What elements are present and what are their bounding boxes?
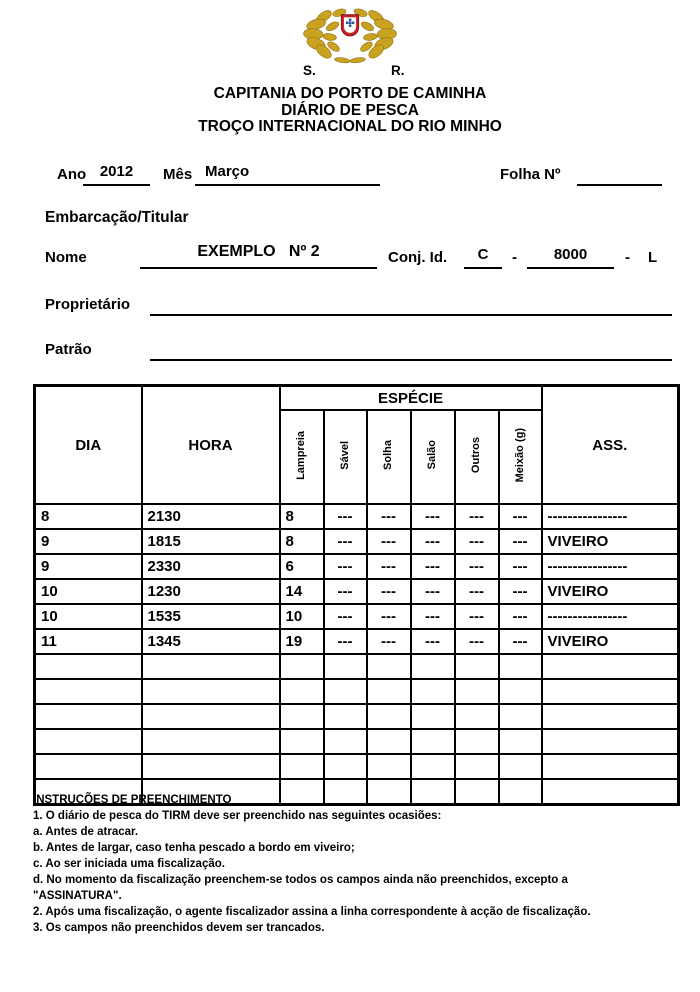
cell-savel [324,654,367,679]
cell-ass [542,729,679,754]
cell-salao: --- [411,554,455,579]
column-header-meixao: Meixão (g) [499,410,542,504]
cell-dia: 9 [35,554,142,579]
cell-lampreia: 8 [280,529,324,554]
title-capitania: CAPITANIA DO PORTO DE CAMINHA [213,85,487,102]
column-header-outros: Outros [455,410,499,504]
form-titles [0,86,700,136]
emblem-s-label: S. [303,63,316,78]
coat-of-arms-icon [295,5,405,67]
nome-label: Nome [45,249,87,266]
cell-ass: VIVEIRO [542,629,679,654]
ano-label: Ano [57,166,87,183]
cell-ass [542,754,679,779]
cell-meixao: --- [499,579,542,604]
table-row [35,504,679,529]
emblem-r-label: R. [391,63,405,78]
cell-salao: --- [411,629,455,654]
cell-outros: --- [455,604,499,629]
cell-outros: --- [455,579,499,604]
cell-solha [367,654,411,679]
cell-lampreia [280,729,324,754]
cell-dia: 9 [35,529,142,554]
catch-log-table [33,384,680,806]
instruction-line: a. Antes de atracar. [33,826,139,838]
cell-solha: --- [367,579,411,604]
patrao-label: Patrão [45,341,92,358]
cell-meixao [499,754,542,779]
cell-outros [455,729,499,754]
cell-outros [455,754,499,779]
cell-outros: --- [455,504,499,529]
column-header-hora: HORA [142,386,280,505]
table-row [35,679,679,704]
table-row [35,654,679,679]
section-title-embarcacao: Embarcação/Titular [45,209,189,226]
cell-salao [411,679,455,704]
cell-hora: 1345 [142,629,280,654]
table-row [35,554,679,579]
instruction-line: "ASSINATURA". [33,890,122,902]
cell-dia [35,704,142,729]
cell-dia [35,729,142,754]
proprietario-label: Proprietário [45,296,131,313]
cell-hora: 1230 [142,579,280,604]
conj-id-separator-2: - [625,249,630,266]
cell-lampreia: 19 [280,629,324,654]
mes-field: Março [195,163,380,186]
cell-ass: ---------------- [542,604,679,629]
cell-meixao: --- [499,629,542,654]
conj-id-separator-1: - [512,249,517,266]
cell-dia: 8 [35,504,142,529]
instruction-line: 2. Após uma fiscalização, o agente fiscalizador assina a linha correspondente à acção de fiscalização. [33,906,591,918]
cell-solha: --- [367,529,411,554]
cell-meixao [499,679,542,704]
cell-meixao: --- [499,604,542,629]
column-header-dia: DIA [35,386,142,505]
table-row [35,529,679,554]
cell-meixao [499,704,542,729]
cell-salao: --- [411,579,455,604]
cell-savel: --- [324,554,367,579]
cell-solha [367,729,411,754]
ano-field: 2012 [83,163,150,186]
cell-solha [367,754,411,779]
cell-savel [324,754,367,779]
instruction-line: c. Ao ser iniciada uma fiscalização. [33,858,225,870]
table-row [35,729,679,754]
cell-solha: --- [367,554,411,579]
cell-dia: 11 [35,629,142,654]
cell-lampreia [280,754,324,779]
cell-hora: 1815 [142,529,280,554]
cell-meixao: --- [499,529,542,554]
patrao-field [150,337,672,361]
instructions-block [33,792,693,936]
nome-field: EXEMPLO Nº 2 [140,243,377,269]
cell-meixao [499,729,542,754]
conj-id-label: Conj. Id. [388,249,448,266]
instruction-line: 3. Os campos não preenchidos devem ser trancados. [33,922,325,934]
cell-hora: 2330 [142,554,280,579]
proprietario-field [150,292,672,316]
column-header-lampreia: Lampreia [280,410,324,504]
cell-meixao: --- [499,504,542,529]
cell-dia: 10 [35,579,142,604]
cell-savel [324,729,367,754]
table-body [35,504,679,805]
column-header-salao: Salão [411,410,455,504]
cell-ass [542,704,679,729]
cell-dia [35,654,142,679]
table-row [35,604,679,629]
cell-meixao: --- [499,554,542,579]
table-row [35,629,679,654]
table-row [35,704,679,729]
cell-outros: --- [455,629,499,654]
cell-dia [35,679,142,704]
cell-dia: 10 [35,604,142,629]
cell-lampreia [280,679,324,704]
cell-outros [455,654,499,679]
cell-salao: --- [411,604,455,629]
cell-ass: ---------------- [542,504,679,529]
cell-lampreia: 6 [280,554,324,579]
cell-hora [142,704,280,729]
column-header-savel: Sável [324,410,367,504]
cell-outros: --- [455,554,499,579]
cell-lampreia [280,704,324,729]
folha-label: Folha Nº [500,166,561,183]
cell-ass [542,679,679,704]
title-troco: TROÇO INTERNACIONAL DO RIO MINHO [198,118,502,135]
cell-hora [142,729,280,754]
cell-ass [542,654,679,679]
conj-id-field-2: 8000 [527,246,614,269]
cell-ass: ---------------- [542,554,679,579]
folha-field [577,163,662,186]
instructions-title: INSTRUÇÕES DE PREENCHIMENTO [33,794,232,806]
table-row [35,579,679,604]
cell-savel: --- [324,529,367,554]
cell-salao [411,729,455,754]
cell-savel: --- [324,604,367,629]
cell-salao [411,754,455,779]
cell-lampreia: 14 [280,579,324,604]
cell-salao: --- [411,529,455,554]
mes-label: Mês [163,166,193,183]
cell-ass: VIVEIRO [542,579,679,604]
cell-hora: 1535 [142,604,280,629]
cell-solha: --- [367,604,411,629]
cell-solha [367,679,411,704]
cell-salao: --- [411,504,455,529]
cell-dia [35,754,142,779]
instruction-line: d. No momento da fiscalização preenchem-se todos os campos ainda não preenchidos, excepto a [33,874,568,886]
cell-outros: --- [455,529,499,554]
cell-savel [324,704,367,729]
cell-lampreia [280,654,324,679]
cell-ass: VIVEIRO [542,529,679,554]
instruction-line: b. Antes de largar, caso tenha pescado a bordo em viveiro; [33,842,355,854]
cell-salao [411,704,455,729]
cell-hora [142,754,280,779]
cell-lampreia: 10 [280,604,324,629]
cell-solha: --- [367,629,411,654]
cell-hora: 2130 [142,504,280,529]
table-row [35,754,679,779]
instruction-line: 1. O diário de pesca do TIRM deve ser preenchido nas seguintes ocasiões: [33,810,442,822]
cell-solha [367,704,411,729]
cell-savel [324,679,367,704]
cell-outros [455,704,499,729]
title-diario: DIÁRIO DE PESCA [281,101,419,119]
cell-savel: --- [324,579,367,604]
cell-savel: --- [324,629,367,654]
cell-salao [411,654,455,679]
cell-savel: --- [324,504,367,529]
column-header-ass: ASS. [542,386,679,505]
column-group-especie: ESPÉCIE [280,386,542,411]
cell-meixao [499,654,542,679]
cell-solha: --- [367,504,411,529]
cell-hora [142,654,280,679]
cell-outros [455,679,499,704]
conj-id-suffix: L [648,249,658,266]
column-header-solha: Solha [367,410,411,504]
cell-lampreia: 8 [280,504,324,529]
cell-hora [142,679,280,704]
conj-id-field-1: C [464,246,502,269]
